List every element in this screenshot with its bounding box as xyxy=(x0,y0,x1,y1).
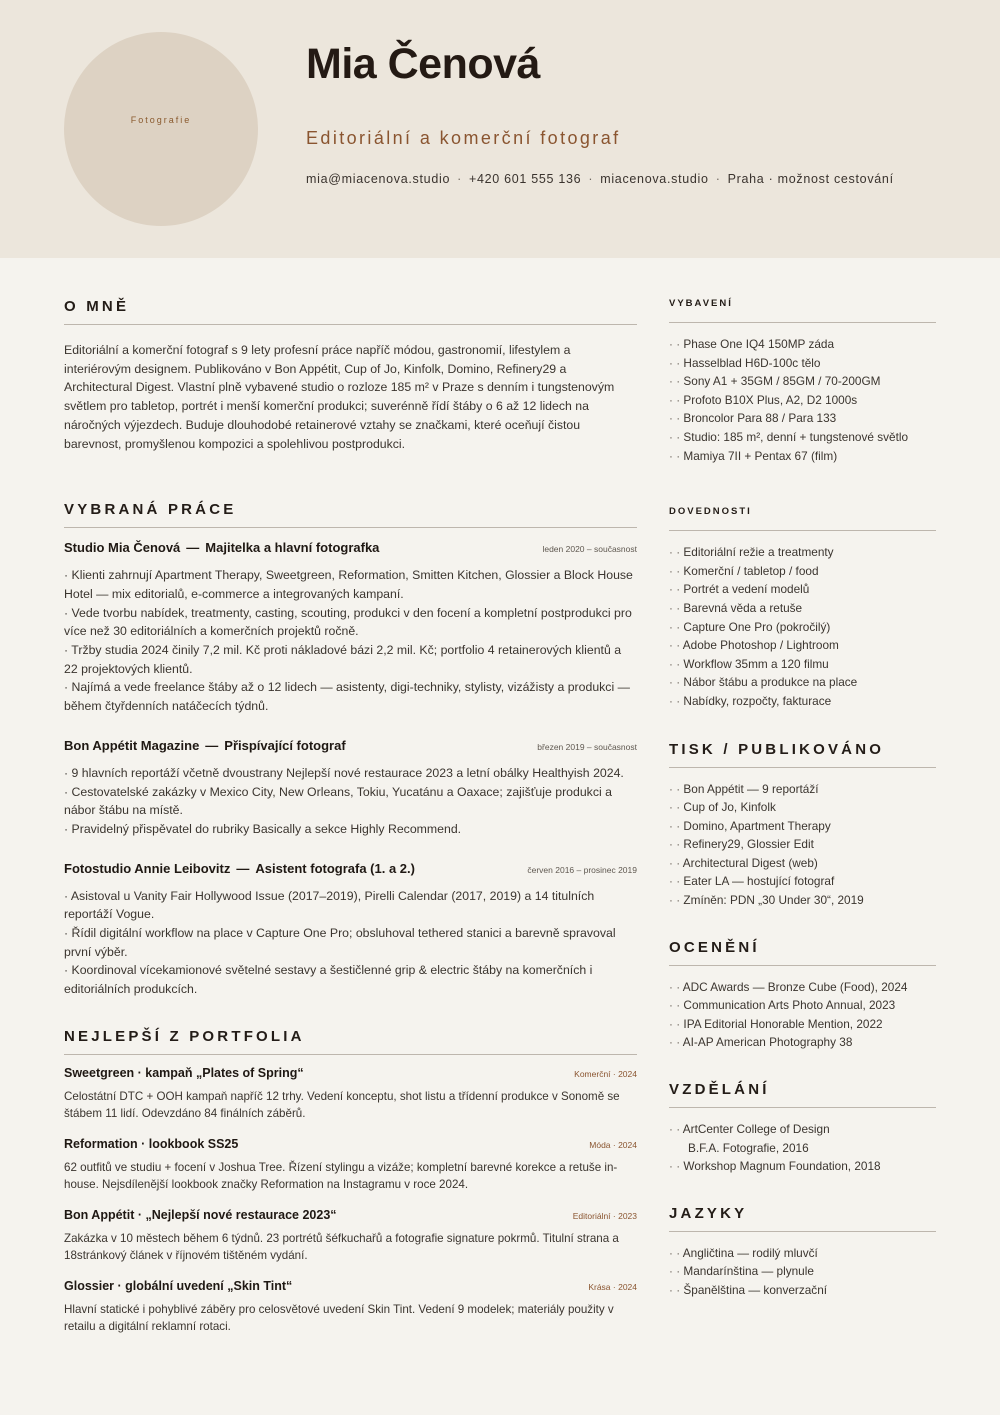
job-bullets xyxy=(64,764,637,839)
list-item: · · Cup of Jo, Kinfolk xyxy=(669,798,936,817)
main-column xyxy=(64,298,637,1335)
equipment-title: VYBAVENÍ xyxy=(669,298,936,323)
portfolio-item-title: Bon Appétit · „Nejlepší nové restaurace 2023“ xyxy=(64,1207,337,1222)
languages-list xyxy=(669,1244,936,1300)
awards-list xyxy=(669,978,936,1052)
list-item: · · Architectural Digest (web) xyxy=(669,854,936,873)
list-item: · · Mamiya 7II + Pentax 67 (film) xyxy=(669,447,936,466)
profile-photo-placeholder xyxy=(64,32,258,226)
awards-section xyxy=(669,939,936,1052)
job-bullet: · Asistoval u Vanity Fair Hollywood Issue (2017–2019), Pirelli Calendar (2017, 2019) a 14 titulních reportáží Vogue. xyxy=(64,887,637,924)
list-item: · · Hasselblad H6D-100c tělo xyxy=(669,354,936,373)
portfolio-item-description: 62 outfitů ve studiu + focení v Joshua Tree. Řízení stylingu a vizáže; kompletní barevné korekce a retuše in-house. Nejsdílenější lookbook značky Reformation na Instagramu v roce 2024. xyxy=(64,1160,618,1191)
skills-section xyxy=(669,506,936,710)
job-bullet: · Cestovatelské zakázky v Mexico City, New Orleans, Tokiu, Yucatánu a Oaxace; zajišťuje produkci a nábor štábu na místě. xyxy=(64,783,637,820)
awards-title: OCENĚNÍ xyxy=(669,939,936,966)
work-title: VYBRANÁ PRÁCE xyxy=(64,501,637,528)
equipment-list xyxy=(669,335,936,465)
languages-title: JAZYKY xyxy=(669,1205,936,1232)
contact-phone[interactable]: +420 601 555 136 xyxy=(468,172,582,186)
job-bullet: · 9 hlavních reportáží včetně dvoustrany Nejlepší nové restaurace 2023 a letní obálky Healthyish 2024. xyxy=(64,764,637,783)
list-item: · · Portrét a vedení modelů xyxy=(669,580,936,599)
job-title xyxy=(64,540,379,555)
job-bullet: · Klienti zahrnují Apartment Therapy, Sweetgreen, Reformation, Smitten Kitchen, Glossier a Block House Hotel — mix editorialů, e-commerce a integrovaných kampaní. xyxy=(64,566,637,603)
job-company: Studio Mia Čenová xyxy=(64,540,181,556)
list-item: · · Nábor štábu a produkce na place xyxy=(669,673,936,692)
portfolio-title: NEJLEPŠÍ Z PORTFOLIA xyxy=(64,1028,637,1055)
job-bullet: · Vede tvorbu nabídek, treatmenty, casting, scouting, produkci v den focení a kompletní postprodukci pro více než 30 editoriálních a komerčních projektů ročně. xyxy=(64,604,637,641)
portfolio-item-title: Sweetgreen · kampaň „Plates of Spring“ xyxy=(64,1065,304,1080)
portfolio-list xyxy=(64,1066,637,1335)
job-title xyxy=(64,738,346,753)
list-item: · · Workshop Magnum Foundation, 2018 xyxy=(669,1157,936,1176)
about-section xyxy=(64,298,637,453)
education-list xyxy=(669,1120,936,1176)
job-list xyxy=(64,540,637,999)
job-entry xyxy=(64,861,637,999)
job-bullet: · Najímá a vede freelance štáby až o 12 lidech — asistenty, digi-techniky, stylisty, vizážisty a produkci — během čtyřdenních natáčecích týdnů. xyxy=(64,678,637,715)
job-title xyxy=(64,861,415,876)
portfolio-item-tag: Krása · 2024 xyxy=(588,1281,637,1292)
job-entry xyxy=(64,540,637,716)
photo-label: Fotografie xyxy=(130,115,192,125)
portfolio-item xyxy=(64,1208,637,1264)
skills-title: DOVEDNOSTI xyxy=(669,506,936,531)
sidebar xyxy=(669,298,936,1300)
list-item: · · Communication Arts Photo Annual, 2023 xyxy=(669,996,936,1015)
job-position: Přispívající fotograf xyxy=(224,737,346,753)
list-item: · · Profoto B10X Plus, A2, D2 1000s xyxy=(669,391,936,410)
skills-list xyxy=(669,543,936,710)
job-entry xyxy=(64,738,637,839)
job-header xyxy=(64,540,637,555)
list-item: · · Domino, Apartment Therapy xyxy=(669,817,936,836)
list-item: · · Adobe Photoshop / Lightroom xyxy=(669,636,936,655)
job-dash: — xyxy=(236,860,250,876)
contact-email[interactable]: mia@miacenova.studio xyxy=(306,172,451,186)
job-company: Fotostudio Annie Leibovitz xyxy=(64,860,231,876)
person-name: Mia Čenová xyxy=(306,40,540,88)
list-item: · · ADC Awards — Bronze Cube (Food), 2024 xyxy=(669,978,936,997)
job-bullets xyxy=(64,887,637,999)
list-item: · · Mandarínština — plynule xyxy=(669,1262,936,1281)
press-section xyxy=(669,741,936,910)
list-item: · · Angličtina — rodilý mluvčí xyxy=(669,1244,936,1263)
work-section xyxy=(64,501,637,999)
portfolio-item-title: Glossier · globální uvedení „Skin Tint“ xyxy=(64,1278,293,1293)
portfolio-item-description: Zakázka v 10 městech během 6 týdnů. 23 portrétů šéfkuchařů a fotografie signature pokrmů. Titulní strana a 18stránkový článek v říjnovém tištěném vydání. xyxy=(64,1231,619,1262)
contact-separator: · xyxy=(588,172,594,186)
portfolio-item xyxy=(64,1066,637,1122)
list-item: · · Zmíněn: PDN „30 Under 30“, 2019 xyxy=(669,891,936,910)
job-bullet: · Pravidelný přispěvatel do rubriky Basically a sekce Highly Recommend. xyxy=(64,820,637,839)
list-item: · · IPA Editorial Honorable Mention, 2022 xyxy=(669,1015,936,1034)
portfolio-item-header xyxy=(64,1279,637,1293)
job-position: Asistent fotografa (1. a 2.) xyxy=(255,860,415,876)
job-bullet: · Tržby studia 2024 činily 7,2 mil. Kč proti nákladové bázi 2,2 mil. Kč; portfolio 4 retainerových klientů a 22 projektových klientů. xyxy=(64,641,637,678)
portfolio-item-header xyxy=(64,1208,637,1222)
contact-separator: · xyxy=(457,172,462,186)
education-section xyxy=(669,1081,936,1176)
contact-location: Praha · možnost cestování xyxy=(727,172,894,186)
about-text: Editoriální a komerční fotograf s 9 lety profesní práce napříč módou, gastronomií, lifestylem a interiérovým designem. Publikováno v Bon Appétit, Cup of Jo, Kinfolk, Domino, Refinery29 a Architectural Digest. Vlastní plně vybavené studio o rozloze 185 m² v Praze s denním i tungstenovým světlem pro tabletop, portrét i menší komerční produkci; suverénně řídí štáby o 6 až 12 lidech na náročných výjezdech. Buduje dlouhodobé retainerové vztahy se značkami, které oceňují čistou barevnost, promyšlenou kompozici a spolehlivou postprodukci. xyxy=(64,343,615,451)
portfolio-item-tag: Komerční · 2024 xyxy=(574,1068,637,1079)
portfolio-item xyxy=(64,1279,637,1335)
job-header xyxy=(64,861,637,876)
portfolio-section xyxy=(64,1028,637,1335)
press-list xyxy=(669,780,936,910)
portfolio-item-title: Reformation · lookbook SS25 xyxy=(64,1136,239,1151)
job-header xyxy=(64,738,637,753)
list-item: · · Studio: 185 m², denní + tungstenové světlo xyxy=(669,428,936,447)
list-item: · · Bon Appétit — 9 reportáží xyxy=(669,780,936,799)
job-bullet: · Řídil digitální workflow na place v Capture One Pro; obsluhoval tethered stanici a barevně spravoval první výběr. xyxy=(64,924,637,961)
job-bullet: · Koordinoval vícekamionové světelné sestavy a šestičlenné grip & electric štáby na komerčních i editoriálních produkcích. xyxy=(64,961,637,998)
contact-separator: · xyxy=(715,172,721,186)
press-title: TISK / PUBLIKOVÁNO xyxy=(669,741,936,768)
job-date: leden 2020 – současnost xyxy=(542,544,637,555)
languages-section xyxy=(669,1205,936,1300)
list-item: · · Komerční / tabletop / food xyxy=(669,562,936,581)
list-item: B.F.A. Fotografie, 2016 xyxy=(688,1140,809,1155)
list-item: · · Phase One IQ4 150MP záda xyxy=(669,335,936,354)
list-item: · · Workflow 35mm a 120 filmu xyxy=(669,655,936,674)
portfolio-item-tag: Editoriální · 2023 xyxy=(572,1210,637,1221)
portfolio-item xyxy=(64,1137,637,1193)
equipment-section xyxy=(669,298,936,465)
list-item: · · Nabídky, rozpočty, fakturace xyxy=(669,692,936,711)
portfolio-item-tag: Móda · 2024 xyxy=(589,1139,637,1150)
about-title: O MNĚ xyxy=(64,298,637,325)
list-item: · · AI-AP American Photography 38 xyxy=(669,1033,936,1052)
portfolio-item-header xyxy=(64,1137,637,1151)
job-date: březen 2019 – současnost xyxy=(537,741,637,752)
list-item: · · ArtCenter College of Design xyxy=(669,1120,936,1139)
list-item: · · Capture One Pro (pokročilý) xyxy=(669,618,936,637)
person-role: Editoriální a komerční fotograf xyxy=(306,128,621,148)
education-title: VZDĚLÁNÍ xyxy=(669,1081,936,1108)
list-item: · · Refinery29, Glossier Edit xyxy=(669,835,936,854)
job-company: Bon Appétit Magazine xyxy=(64,737,200,753)
job-dash: — xyxy=(186,540,200,556)
job-bullets xyxy=(64,566,637,716)
list-item: · · Barevná věda a retuše xyxy=(669,599,936,618)
contact-line xyxy=(306,172,894,186)
list-item: · · Sony A1 + 35GM / 85GM / 70-200GM xyxy=(669,372,936,391)
header xyxy=(0,0,1000,258)
portfolio-item-description: Hlavní statické i pohyblivé záběry pro celosvětové uvedení Skin Tint. Vedení 9 modelek; materiály použity v retailu a digitální reklamní rotaci. xyxy=(64,1302,614,1333)
job-dash: — xyxy=(205,737,219,753)
list-item: · · Eater LA — hostující fotograf xyxy=(669,872,936,891)
job-date: červen 2016 – prosinec 2019 xyxy=(527,864,637,875)
portfolio-item-header xyxy=(64,1066,637,1080)
job-position: Majitelka a hlavní fotografka xyxy=(205,540,380,556)
list-item: · · Španělština — konverzační xyxy=(669,1281,936,1300)
list-item: · · Broncolor Para 88 / Para 133 xyxy=(669,409,936,428)
portfolio-item-description: Celostátní DTC + OOH kampaň napříč 12 trhy. Vedení konceptu, shot listu a třídenní produkce v Sonomě se štábem 11 lidí. Odevzdáno 84 finálních záběrů. xyxy=(64,1089,620,1120)
contact-web[interactable]: miacenova.studio xyxy=(600,172,709,186)
list-item: · · Editoriální režie a treatmenty xyxy=(669,543,936,562)
